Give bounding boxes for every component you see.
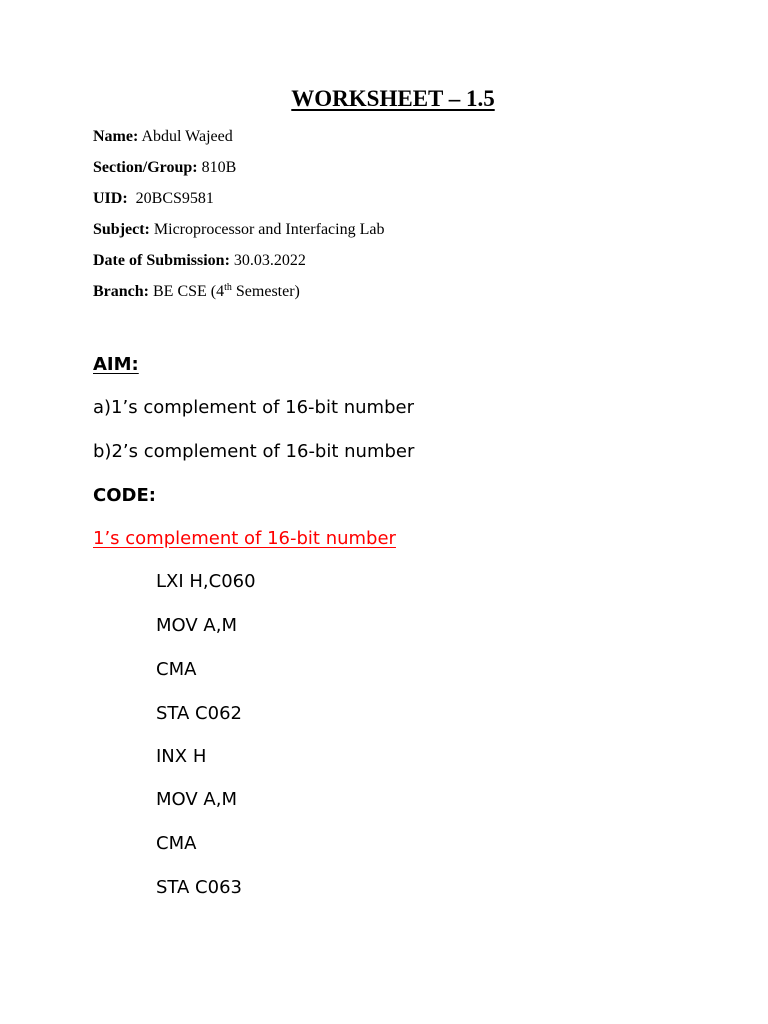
- date-label: Date of Submission:: [93, 252, 230, 269]
- branch-label: Branch:: [93, 283, 149, 300]
- code-line: CMA: [156, 833, 197, 854]
- code-line: MOV A,M: [156, 615, 237, 636]
- branch-value-end: Semester): [231, 283, 300, 300]
- aim-heading: AIM:: [93, 354, 139, 375]
- subject-value: Microprocessor and Interfacing Lab: [153, 221, 385, 238]
- section-value: 810B: [201, 159, 237, 176]
- name-line: [93, 127, 233, 147]
- date-value: 30.03.2022: [233, 252, 306, 269]
- branch-value-start: BE CSE (4: [153, 283, 225, 300]
- code-line: INX H: [156, 746, 207, 767]
- code-subheading: 1’s complement of 16-bit number: [93, 528, 396, 549]
- name-label: Name:: [93, 128, 139, 145]
- uid-label: UID:: [93, 190, 128, 207]
- code-line: MOV A,M: [156, 789, 237, 810]
- code-line: STA C063: [156, 877, 242, 898]
- uid-line: [93, 189, 214, 209]
- branch-value-superscript: th: [224, 282, 232, 293]
- aim-item-b: b)2’s complement of 16-bit number: [93, 441, 415, 462]
- section-line: [93, 158, 236, 178]
- code-line: STA C062: [156, 703, 242, 724]
- code-line: CMA: [156, 659, 197, 680]
- section-label: Section/Group:: [93, 159, 198, 176]
- uid-value: 20BCS9581: [135, 190, 214, 207]
- worksheet-title: WORKSHEET – 1.5: [291, 86, 495, 111]
- subject-label: Subject:: [93, 221, 150, 238]
- code-heading: CODE:: [93, 485, 156, 506]
- aim-item-a: a)1’s complement of 16-bit number: [93, 397, 414, 418]
- branch-value: [153, 283, 300, 300]
- code-line: LXI H,C060: [156, 571, 256, 592]
- name-value: Abdul Wajeed: [141, 128, 233, 145]
- branch-line: [93, 282, 300, 302]
- date-line: [93, 251, 306, 271]
- subject-line: [93, 220, 384, 240]
